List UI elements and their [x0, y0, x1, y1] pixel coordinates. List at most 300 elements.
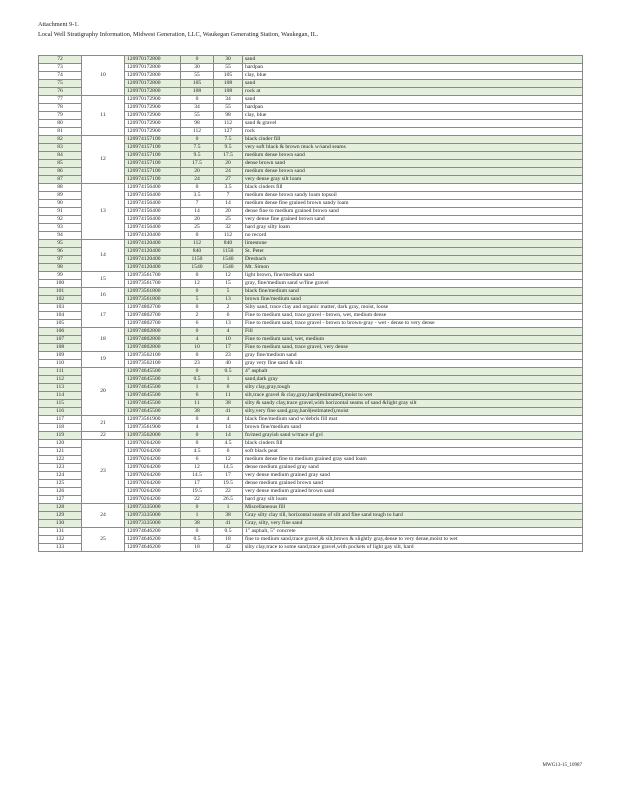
bottom-depth-cell: 1540: [214, 256, 243, 264]
row-number-cell: 93: [39, 224, 82, 232]
attachment-title: Attachment 9-1.: [38, 21, 79, 28]
row-number-cell: 81: [39, 128, 82, 136]
row-number-cell: 103: [39, 304, 82, 312]
row-number-cell: 106: [39, 328, 82, 336]
description-cell: black cinders fill: [243, 440, 583, 448]
top-depth-cell: 30: [181, 64, 214, 72]
description-cell: Silty sand, trace clay and organic matter, dark gray, moist, loose: [243, 304, 583, 312]
top-depth-cell: 112: [181, 240, 214, 248]
top-depth-cell: 7.5: [181, 144, 214, 152]
site-id-cell: 10: [82, 56, 125, 96]
api-number-cell: 120974120400: [125, 264, 181, 272]
row-number-cell: 88: [39, 184, 82, 192]
description-cell: no record: [243, 232, 583, 240]
site-id-cell: 11: [82, 96, 125, 136]
description-cell: Gray, silty, very fine sand: [243, 520, 583, 528]
table-row: [39, 504, 583, 512]
bottom-depth-cell: 38: [214, 512, 243, 520]
table-row: [39, 528, 583, 536]
site-id-cell: 20: [82, 368, 125, 416]
description-cell: hard gray silty loam: [243, 224, 583, 232]
table-row: [39, 56, 583, 64]
table-row: [39, 368, 583, 376]
bottom-depth-cell: 127: [214, 128, 243, 136]
bottom-depth-cell: 6: [214, 384, 243, 392]
api-number-cell: 120974157100: [125, 144, 181, 152]
bottom-depth-cell: 40: [214, 360, 243, 368]
row-number-cell: 96: [39, 248, 82, 256]
row-number-cell: 80: [39, 120, 82, 128]
site-id-cell: 13: [82, 184, 125, 240]
table-row: [39, 328, 583, 336]
row-number-cell: 82: [39, 136, 82, 144]
top-depth-cell: 0: [181, 440, 214, 448]
api-number-cell: 120970172900: [125, 112, 181, 120]
api-number-cell: 120973562100: [125, 352, 181, 360]
description-cell: clay, blue: [243, 72, 583, 80]
row-number-cell: 99: [39, 272, 82, 280]
bottom-depth-cell: 6: [214, 312, 243, 320]
description-cell: medium dense fine to medium grained gray sand loam: [243, 456, 583, 464]
row-number-cell: 85: [39, 160, 82, 168]
row-number-cell: 112: [39, 376, 82, 384]
bottom-depth-cell: 12: [214, 272, 243, 280]
bottom-depth-cell: 26.5: [214, 496, 243, 504]
api-number-cell: 120973561700: [125, 280, 181, 288]
description-cell: Miscellaneous fill: [243, 504, 583, 512]
api-number-cell: 120970172800: [125, 88, 181, 96]
bottom-depth-cell: 20: [214, 160, 243, 168]
bottom-depth-cell: 1540: [214, 264, 243, 272]
description-cell: Fine to medium sand, wet, medium: [243, 336, 583, 344]
api-number-cell: 120974157100: [125, 160, 181, 168]
api-number-cell: 120974802800: [125, 328, 181, 336]
top-depth-cell: 112: [181, 128, 214, 136]
row-number-cell: 122: [39, 456, 82, 464]
api-number-cell: 120970172800: [125, 64, 181, 72]
top-depth-cell: 55: [181, 112, 214, 120]
api-number-cell: 120970172900: [125, 120, 181, 128]
row-number-cell: 100: [39, 280, 82, 288]
row-number-cell: 104: [39, 312, 82, 320]
bottom-depth-cell: 18: [214, 536, 243, 544]
api-number-cell: 120974802700: [125, 312, 181, 320]
bottom-depth-cell: 11: [214, 392, 243, 400]
description-cell: brown fine/medium sand: [243, 424, 583, 432]
api-number-cell: 120973561800: [125, 288, 181, 296]
top-depth-cell: 4: [181, 424, 214, 432]
description-cell: medium dense brown sand: [243, 168, 583, 176]
api-number-cell: 120970264200: [125, 448, 181, 456]
description-cell: dense brown sand: [243, 160, 583, 168]
bottom-depth-cell: 105: [214, 72, 243, 80]
top-depth-cell: 0: [181, 232, 214, 240]
row-number-cell: 107: [39, 336, 82, 344]
description-cell: very dense medium grained brown sand: [243, 488, 583, 496]
bottom-depth-cell: 14: [214, 432, 243, 440]
top-depth-cell: 0: [181, 96, 214, 104]
api-number-cell: 120974156400: [125, 216, 181, 224]
top-depth-cell: 0: [181, 184, 214, 192]
top-depth-cell: 5: [181, 296, 214, 304]
bottom-depth-cell: 112: [214, 232, 243, 240]
table-row: [39, 272, 583, 280]
api-number-cell: 120970172800: [125, 56, 181, 64]
site-id-cell: 15: [82, 272, 125, 288]
row-number-cell: 118: [39, 424, 82, 432]
bottom-depth-cell: 24: [214, 168, 243, 176]
description-cell: medium dense brown sand: [243, 152, 583, 160]
api-number-cell: 120974157100: [125, 136, 181, 144]
api-number-cell: 120974120400: [125, 248, 181, 256]
bottom-depth-cell: 12: [214, 456, 243, 464]
description-cell: fine to medium sand,trace gravel,& silt,brown & slightly gray,dense to very dense,moist to wet: [243, 536, 583, 544]
description-cell: Fine to medium sand, trace gravel - brown, wet, medium dense: [243, 312, 583, 320]
site-id-cell: 12: [82, 136, 125, 184]
description-cell: very dense fine grained brown sand: [243, 216, 583, 224]
bottom-depth-cell: 15: [214, 280, 243, 288]
description-cell: dense fine to medium grained brown sand: [243, 208, 583, 216]
site-id-cell: 24: [82, 504, 125, 528]
row-number-cell: 95: [39, 240, 82, 248]
description-cell: sand: [243, 56, 583, 64]
description-cell: sand: [243, 96, 583, 104]
bottom-depth-cell: 17: [214, 472, 243, 480]
api-number-cell: 120973335000: [125, 504, 181, 512]
row-number-cell: 127: [39, 496, 82, 504]
description-cell: black cinder fill: [243, 136, 583, 144]
top-depth-cell: 1: [181, 512, 214, 520]
bottom-depth-cell: 38: [214, 400, 243, 408]
api-number-cell: 120973561800: [125, 296, 181, 304]
row-number-cell: 119: [39, 432, 82, 440]
description-cell: St. Peter: [243, 248, 583, 256]
top-depth-cell: 4.5: [181, 448, 214, 456]
row-number-cell: 78: [39, 104, 82, 112]
description-cell: medium dense fine grained brown sandy loam: [243, 200, 583, 208]
bottom-depth-cell: 840: [214, 240, 243, 248]
row-number-cell: 128: [39, 504, 82, 512]
site-id-cell: 22: [82, 432, 125, 440]
row-number-cell: 116: [39, 408, 82, 416]
bottom-depth-cell: 27: [214, 176, 243, 184]
api-number-cell: 120970172900: [125, 128, 181, 136]
api-number-cell: 120974646200: [125, 544, 181, 552]
top-depth-cell: 25: [181, 224, 214, 232]
top-depth-cell: 98: [181, 120, 214, 128]
description-cell: black fine/medium sand w/debris fill mat: [243, 416, 583, 424]
row-number-cell: 84: [39, 152, 82, 160]
top-depth-cell: 0: [181, 56, 214, 64]
description-cell: gray very fine sand & silt: [243, 360, 583, 368]
row-number-cell: 72: [39, 56, 82, 64]
description-cell: sand,dark gray: [243, 376, 583, 384]
description-cell: soft black peat: [243, 448, 583, 456]
description-cell: light brown, fine/medium sand: [243, 272, 583, 280]
site-id-cell: 18: [82, 328, 125, 352]
top-depth-cell: 0: [181, 288, 214, 296]
bottom-depth-cell: 23: [214, 352, 243, 360]
api-number-cell: 120974645500: [125, 392, 181, 400]
bottom-depth-cell: 108: [214, 80, 243, 88]
row-number-cell: 111: [39, 368, 82, 376]
api-number-cell: 120974157100: [125, 152, 181, 160]
table-row: [39, 440, 583, 448]
api-number-cell: 120974802700: [125, 320, 181, 328]
top-depth-cell: 0: [181, 528, 214, 536]
row-number-cell: 89: [39, 192, 82, 200]
top-depth-cell: 24: [181, 176, 214, 184]
api-number-cell: 120974120400: [125, 240, 181, 248]
description-cell: very dense medium grained gray sand: [243, 472, 583, 480]
description-cell: rock: [243, 128, 583, 136]
description-cell: silty clay,trace to some sand,trace gravel,with pockets of light gay silt, hard: [243, 544, 583, 552]
description-cell: gray, fine/medium sand w/fine gravel: [243, 280, 583, 288]
top-depth-cell: 3.5: [181, 192, 214, 200]
api-number-cell: 120974802800: [125, 344, 181, 352]
bottom-depth-cell: 5: [214, 288, 243, 296]
bottom-depth-cell: 0.5: [214, 528, 243, 536]
description-cell: clay, blue: [243, 112, 583, 120]
table-row: [39, 416, 583, 424]
description-cell: Fine to medium sand, trace gravel, very dense: [243, 344, 583, 352]
api-number-cell: 120970172900: [125, 96, 181, 104]
api-number-cell: 120974645500: [125, 408, 181, 416]
table-row: [39, 184, 583, 192]
site-id-cell: 16: [82, 288, 125, 304]
table-row: [39, 352, 583, 360]
description-cell: sand & gravel: [243, 120, 583, 128]
description-cell: silty,very fine sand,gray,hard(estimated),moist: [243, 408, 583, 416]
top-depth-cell: 38: [181, 408, 214, 416]
bottom-depth-cell: 4: [214, 328, 243, 336]
top-depth-cell: 22: [181, 496, 214, 504]
top-depth-cell: 105: [181, 80, 214, 88]
top-depth-cell: 6: [181, 320, 214, 328]
bottom-depth-cell: 6: [214, 448, 243, 456]
top-depth-cell: 23: [181, 360, 214, 368]
top-depth-cell: 17.5: [181, 160, 214, 168]
bottom-depth-cell: 55: [214, 104, 243, 112]
top-depth-cell: 1540: [181, 264, 214, 272]
row-number-cell: 94: [39, 232, 82, 240]
row-number-cell: 108: [39, 344, 82, 352]
api-number-cell: 120974156400: [125, 184, 181, 192]
description-cell: brown fine/medium sand: [243, 296, 583, 304]
description-cell: silty clay,gray,tough: [243, 384, 583, 392]
row-number-cell: 105: [39, 320, 82, 328]
bottom-depth-cell: 55: [214, 64, 243, 72]
bottom-depth-cell: 32: [214, 224, 243, 232]
top-depth-cell: 6: [181, 392, 214, 400]
top-depth-cell: 0: [181, 416, 214, 424]
top-depth-cell: 34: [181, 104, 214, 112]
row-number-cell: 115: [39, 400, 82, 408]
row-number-cell: 131: [39, 528, 82, 536]
api-number-cell: 120970264200: [125, 488, 181, 496]
top-depth-cell: 1: [181, 384, 214, 392]
well-stratigraphy-table: [38, 55, 583, 552]
api-number-cell: 120973561900: [125, 416, 181, 424]
top-depth-cell: 0: [181, 432, 214, 440]
site-id-cell: 23: [82, 440, 125, 504]
top-depth-cell: 19.5: [181, 488, 214, 496]
bottom-depth-cell: 108: [214, 88, 243, 96]
api-number-cell: 120973561700: [125, 272, 181, 280]
api-number-cell: 120974156400: [125, 224, 181, 232]
api-number-cell: 120970264200: [125, 456, 181, 464]
row-number-cell: 132: [39, 536, 82, 544]
api-number-cell: 120970172900: [125, 104, 181, 112]
api-number-cell: 120970264200: [125, 464, 181, 472]
description-cell: hardpan: [243, 64, 583, 72]
table-row: [39, 304, 583, 312]
bottom-depth-cell: 25: [214, 216, 243, 224]
row-number-cell: 125: [39, 480, 82, 488]
row-number-cell: 117: [39, 416, 82, 424]
description-cell: hardpan: [243, 104, 583, 112]
api-number-cell: 120974646200: [125, 528, 181, 536]
description-cell: very dense gray silt loam: [243, 176, 583, 184]
bottom-depth-cell: 0.5: [214, 368, 243, 376]
row-number-cell: 97: [39, 256, 82, 264]
bottom-depth-cell: 42: [214, 544, 243, 552]
row-number-cell: 83: [39, 144, 82, 152]
table-row: [39, 432, 583, 440]
row-number-cell: 75: [39, 80, 82, 88]
row-number-cell: 77: [39, 96, 82, 104]
table-row: [39, 96, 583, 104]
bottom-depth-cell: 9.5: [214, 144, 243, 152]
table-row: [39, 288, 583, 296]
bottom-depth-cell: 17: [214, 344, 243, 352]
description-cell: Fill: [243, 328, 583, 336]
api-number-cell: 120974645500: [125, 368, 181, 376]
bottom-depth-cell: 17.5: [214, 152, 243, 160]
document-header: [38, 20, 318, 40]
table-row: [39, 240, 583, 248]
top-depth-cell: 14.5: [181, 472, 214, 480]
top-depth-cell: 108: [181, 88, 214, 96]
top-depth-cell: 17: [181, 480, 214, 488]
description-cell: silt,trace gravel & clay,gray,hard(estimated),moist to wet: [243, 392, 583, 400]
top-depth-cell: 2: [181, 312, 214, 320]
document-subtitle: Local Well Stratigraphy Information, Midwest Generation, LLC, Waukegan Generating Station, Waukegan, IL.: [38, 31, 319, 38]
bottom-depth-cell: 20: [214, 208, 243, 216]
top-depth-cell: 12: [181, 280, 214, 288]
bottom-depth-cell: 41: [214, 520, 243, 528]
row-number-cell: 109: [39, 352, 82, 360]
api-number-cell: 120974120400: [125, 256, 181, 264]
row-number-cell: 130: [39, 520, 82, 528]
top-depth-cell: 55: [181, 72, 214, 80]
top-depth-cell: 10: [181, 344, 214, 352]
site-id-cell: 17: [82, 304, 125, 328]
api-number-cell: 120970172800: [125, 80, 181, 88]
bottom-depth-cell: 41: [214, 408, 243, 416]
bottom-depth-cell: 7: [214, 192, 243, 200]
api-number-cell: 120974156400: [125, 200, 181, 208]
row-number-cell: 101: [39, 288, 82, 296]
document-id: MWG13-15_10987: [542, 763, 582, 768]
top-depth-cell: 6: [181, 456, 214, 464]
row-number-cell: 76: [39, 88, 82, 96]
top-depth-cell: 0: [181, 328, 214, 336]
bottom-depth-cell: 3.5: [214, 184, 243, 192]
bottom-depth-cell: 1150: [214, 248, 243, 256]
api-number-cell: 120973335000: [125, 520, 181, 528]
top-depth-cell: 0: [181, 504, 214, 512]
description-cell: gray fine/medium sand: [243, 352, 583, 360]
top-depth-cell: 38: [181, 520, 214, 528]
bottom-depth-cell: 10: [214, 336, 243, 344]
bottom-depth-cell: 13: [214, 296, 243, 304]
api-number-cell: 120973562000: [125, 432, 181, 440]
bottom-depth-cell: 14.5: [214, 464, 243, 472]
row-number-cell: 73: [39, 64, 82, 72]
description-cell: hard gray silt loam: [243, 496, 583, 504]
top-depth-cell: 840: [181, 248, 214, 256]
bottom-depth-cell: 98: [214, 112, 243, 120]
site-id-cell: 19: [82, 352, 125, 368]
top-depth-cell: 12: [181, 464, 214, 472]
row-number-cell: 129: [39, 512, 82, 520]
bottom-depth-cell: 2: [214, 304, 243, 312]
top-depth-cell: 9.5: [181, 152, 214, 160]
row-number-cell: 114: [39, 392, 82, 400]
row-number-cell: 102: [39, 296, 82, 304]
description-cell: sand: [243, 80, 583, 88]
api-number-cell: 120974157100: [125, 176, 181, 184]
bottom-depth-cell: 7.5: [214, 136, 243, 144]
api-number-cell: 120974802800: [125, 336, 181, 344]
description-cell: rock at: [243, 88, 583, 96]
api-number-cell: 120974156400: [125, 208, 181, 216]
bottom-depth-cell: 19.5: [214, 480, 243, 488]
row-number-cell: 120: [39, 440, 82, 448]
top-depth-cell: 0.5: [181, 536, 214, 544]
description-cell: Dresbach: [243, 256, 583, 264]
api-number-cell: 120974646200: [125, 536, 181, 544]
description-cell: very soft black & brown muck w/sand seams: [243, 144, 583, 152]
row-number-cell: 110: [39, 360, 82, 368]
api-number-cell: 120973561900: [125, 424, 181, 432]
bottom-depth-cell: 13: [214, 320, 243, 328]
description-cell: 4" asphalt: [243, 368, 583, 376]
bottom-depth-cell: 34: [214, 96, 243, 104]
api-number-cell: 120974120400: [125, 232, 181, 240]
api-number-cell: 120974645500: [125, 400, 181, 408]
row-number-cell: 86: [39, 168, 82, 176]
bottom-depth-cell: 1: [214, 504, 243, 512]
top-depth-cell: 0: [181, 304, 214, 312]
description-cell: limestone: [243, 240, 583, 248]
table-body: [39, 56, 583, 552]
row-number-cell: 126: [39, 488, 82, 496]
site-id-cell: 21: [82, 416, 125, 432]
description-cell: Fine to medium sand, trace gravel - brown to brown-gray - wet - dense to very dense: [243, 320, 583, 328]
row-number-cell: 98: [39, 264, 82, 272]
table-row: [39, 136, 583, 144]
row-number-cell: 113: [39, 384, 82, 392]
top-depth-cell: 11: [181, 400, 214, 408]
api-number-cell: 120974645500: [125, 384, 181, 392]
api-number-cell: 120974802700: [125, 304, 181, 312]
bottom-depth-cell: 14: [214, 200, 243, 208]
top-depth-cell: 0.5: [181, 376, 214, 384]
description-cell: 1" asphalt, 5" concrete: [243, 528, 583, 536]
description-cell: fn/med grayish sand w/trace of gvl: [243, 432, 583, 440]
